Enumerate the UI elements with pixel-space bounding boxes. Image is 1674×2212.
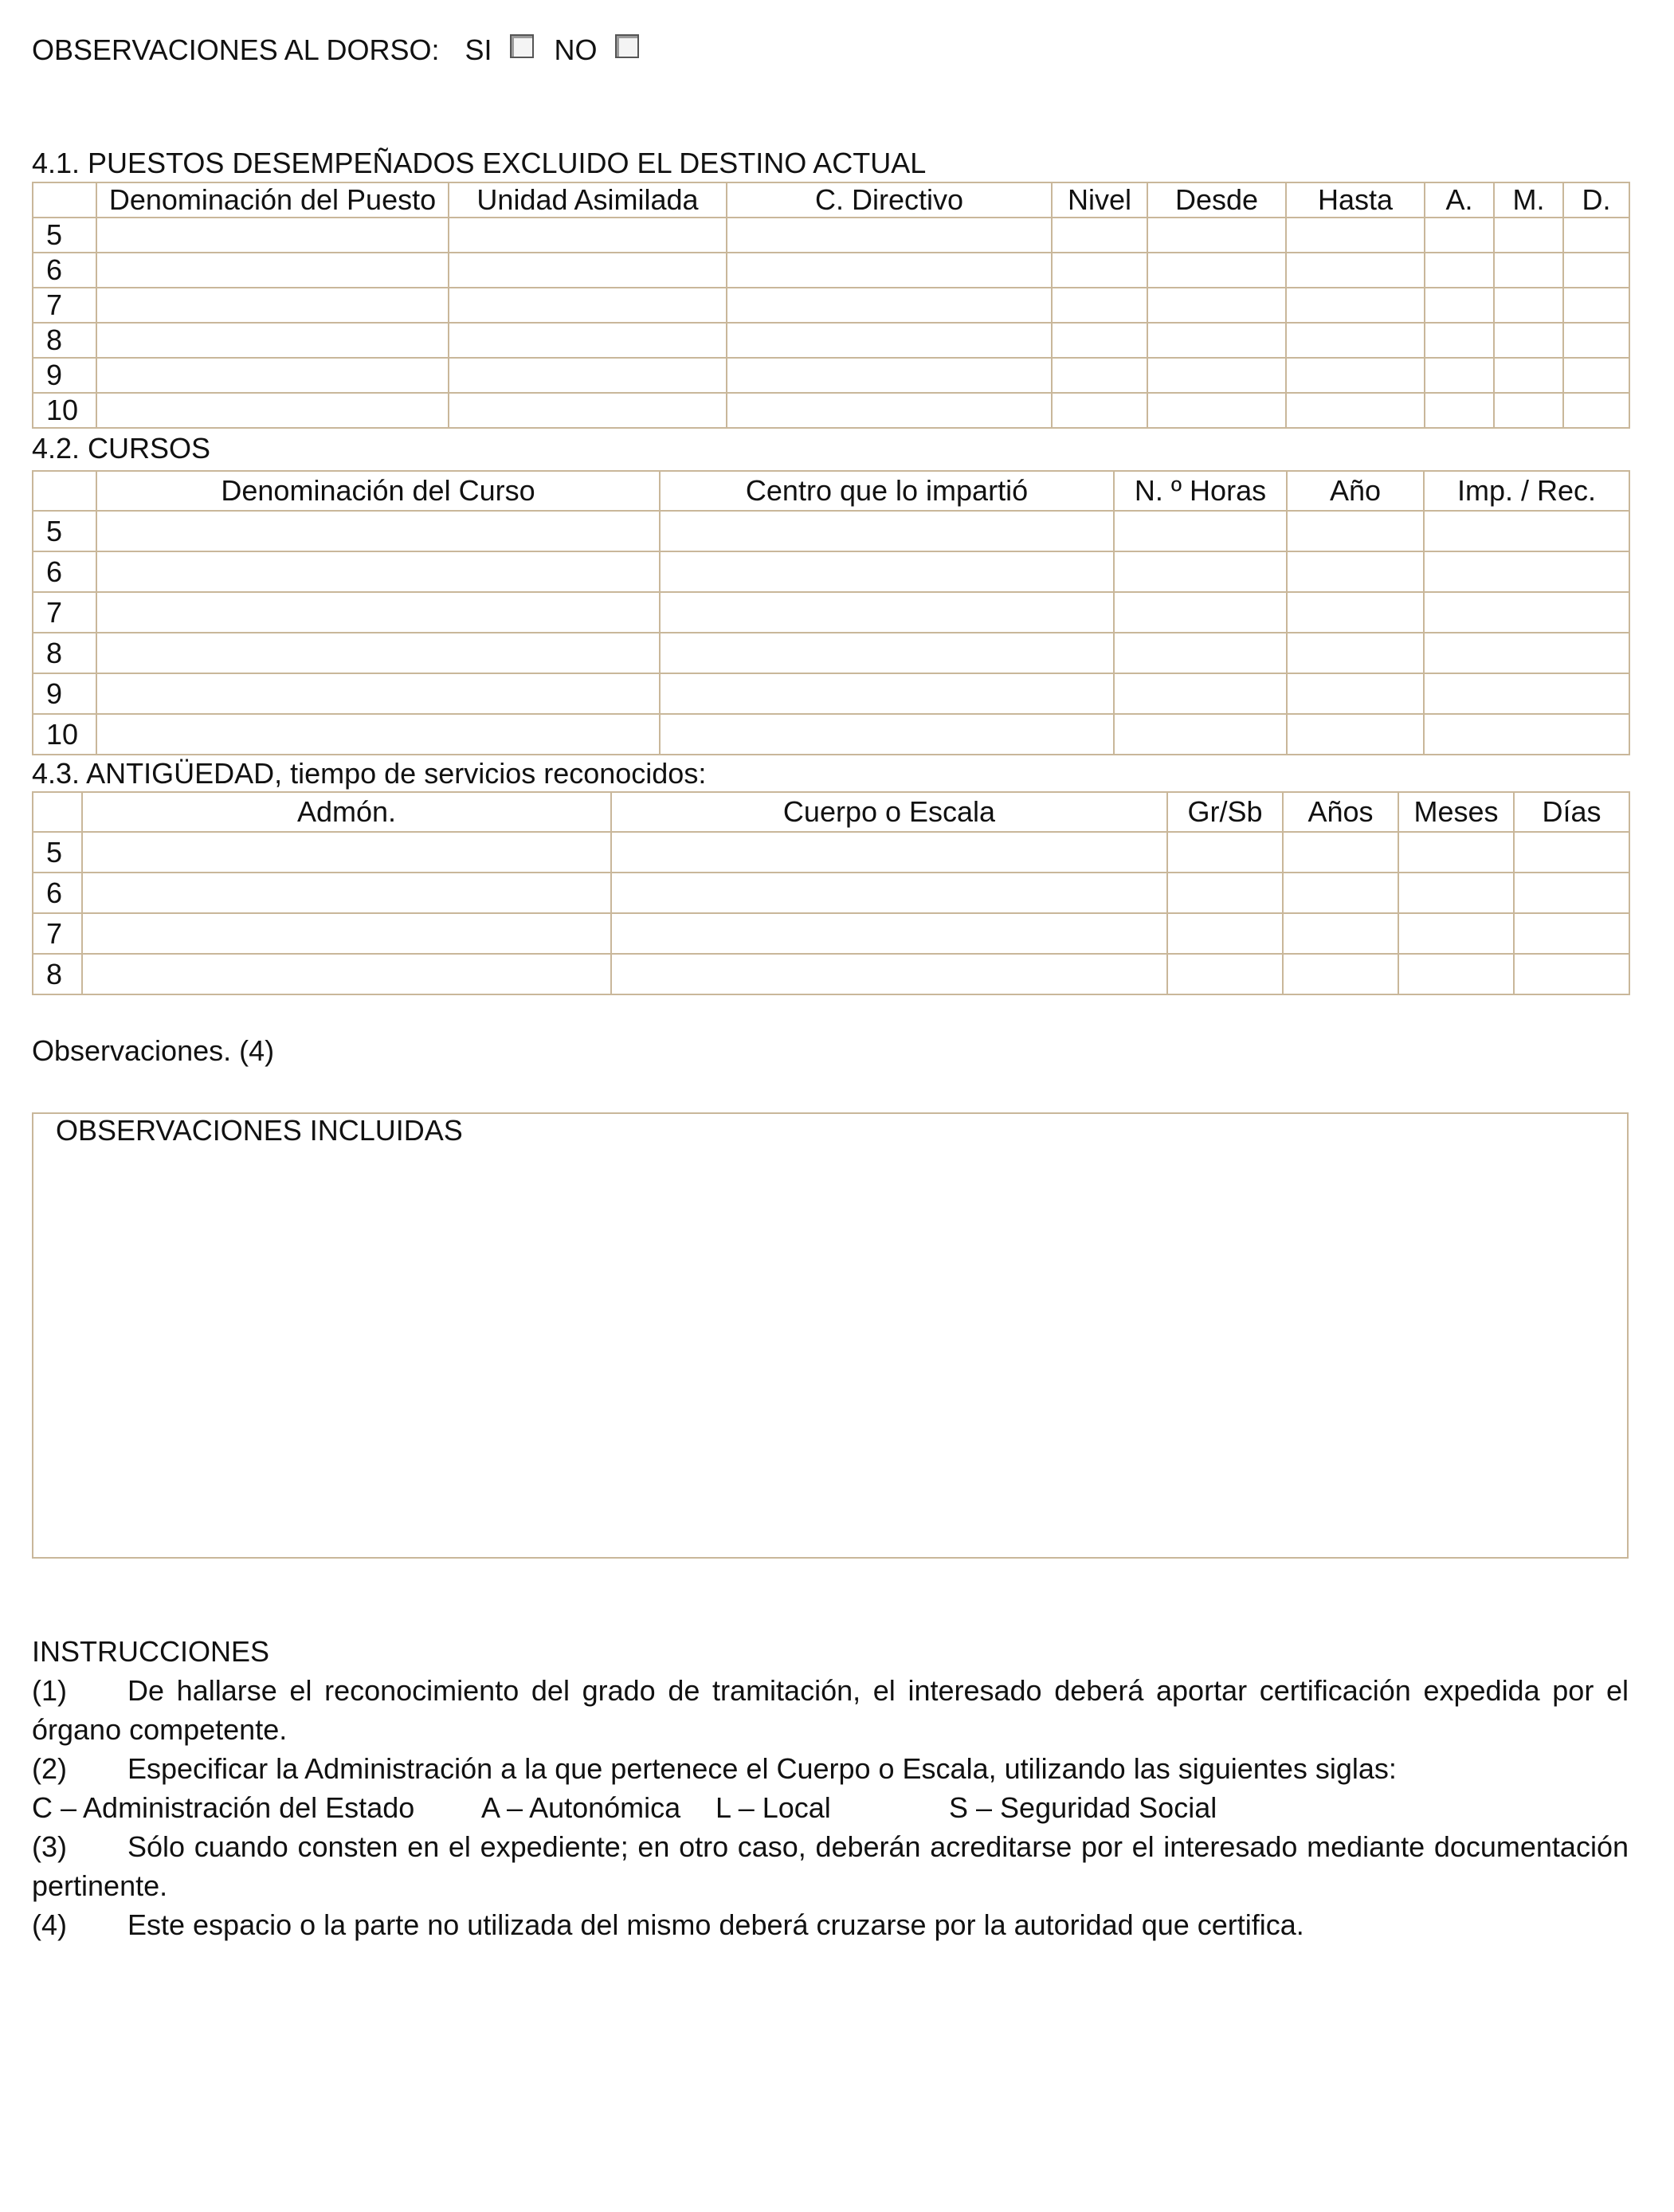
- puestos-body: [33, 218, 1629, 428]
- table-row: [33, 393, 1629, 428]
- antiguedad-cell[interactable]: [1514, 913, 1629, 954]
- instruccion-2-text: Especificar la Administración a la que pertenece el Cuerpo o Escala, utilizando las siguientes siglas:: [127, 1752, 1397, 1785]
- puestos-col-header: Denominación del Puesto: [96, 182, 449, 218]
- antiguedad-col-header: Cuerpo o Escala: [611, 792, 1167, 832]
- puestos-cell[interactable]: [727, 288, 1052, 323]
- puestos-cell[interactable]: [1494, 393, 1563, 428]
- puestos-cell[interactable]: [1052, 358, 1147, 393]
- cursos-body: [33, 511, 1629, 755]
- table-row: [33, 714, 1629, 755]
- antiguedad-row-number: 5: [33, 832, 82, 873]
- antiguedad-cell[interactable]: [1514, 873, 1629, 913]
- puestos-cell[interactable]: [1052, 253, 1147, 288]
- cursos-col-header: Denominación del Curso: [96, 471, 660, 511]
- sigla-local: L – Local: [715, 1791, 831, 1824]
- table-row: [33, 511, 1629, 551]
- antiguedad-cell[interactable]: [1167, 913, 1283, 954]
- cursos-cell[interactable]: [660, 714, 1114, 755]
- antiguedad-row-number: 6: [33, 873, 82, 913]
- antiguedad-cell[interactable]: [1514, 832, 1629, 873]
- cursos-cell[interactable]: [1424, 714, 1629, 755]
- puestos-cell[interactable]: [1052, 323, 1147, 358]
- antiguedad-row-number: 7: [33, 913, 82, 954]
- antiguedad-cell[interactable]: [1283, 913, 1398, 954]
- antiguedad-cell[interactable]: [1398, 954, 1514, 994]
- puestos-col-header: Unidad Asimilada: [449, 182, 727, 218]
- puestos-cell[interactable]: [1147, 393, 1286, 428]
- instruccion-4: [32, 1905, 1629, 1944]
- table-row: [33, 954, 1629, 994]
- cursos-cell[interactable]: [96, 633, 660, 673]
- antiguedad-cell[interactable]: [1167, 832, 1283, 873]
- cursos-row-number: 7: [33, 592, 96, 633]
- puestos-cell[interactable]: [449, 323, 727, 358]
- puestos-cell[interactable]: [1425, 288, 1494, 323]
- instrucciones-title: INSTRUCCIONES: [32, 1635, 270, 1668]
- puestos-cell[interactable]: [1563, 253, 1629, 288]
- puestos-col-header: Hasta: [1286, 182, 1425, 218]
- cursos-title: 4.2. CURSOS: [32, 432, 211, 465]
- puestos-cell[interactable]: [1052, 288, 1147, 323]
- cursos-cell[interactable]: [1424, 511, 1629, 551]
- instruccion-3-num: (3): [32, 1830, 67, 1863]
- antiguedad-cell[interactable]: [82, 913, 611, 954]
- puestos-cell[interactable]: [727, 218, 1052, 253]
- cursos-cell[interactable]: [96, 511, 660, 551]
- puestos-row-number: 6: [33, 253, 96, 288]
- puestos-cell[interactable]: [1052, 393, 1147, 428]
- puestos-header-row: [33, 182, 1629, 218]
- puestos-cell[interactable]: [96, 218, 449, 253]
- cursos-cell[interactable]: [1287, 633, 1424, 673]
- puestos-col-header: [33, 182, 96, 218]
- no-checkbox[interactable]: [615, 34, 639, 58]
- puestos-cell[interactable]: [727, 393, 1052, 428]
- cursos-cell[interactable]: [1424, 592, 1629, 633]
- puestos-cell[interactable]: [96, 253, 449, 288]
- cursos-cell[interactable]: [660, 511, 1114, 551]
- puestos-cell[interactable]: [727, 253, 1052, 288]
- puestos-col-header: Nivel: [1052, 182, 1147, 218]
- puestos-row-number: 10: [33, 393, 96, 428]
- cursos-row-number: 6: [33, 551, 96, 592]
- puestos-cell[interactable]: [1494, 323, 1563, 358]
- puestos-cell[interactable]: [449, 218, 727, 253]
- dorso-observations-row: [32, 30, 660, 70]
- cursos-cell[interactable]: [1114, 551, 1287, 592]
- siglas-row: [32, 1788, 1629, 1827]
- cursos-cell[interactable]: [1287, 714, 1424, 755]
- antiguedad-cell[interactable]: [1514, 954, 1629, 994]
- dorso-label: OBSERVACIONES AL DORSO:: [32, 33, 440, 66]
- antiguedad-col-header: Meses: [1398, 792, 1514, 832]
- table-row: [33, 551, 1629, 592]
- puestos-cell[interactable]: [449, 253, 727, 288]
- cursos-table: [32, 470, 1630, 755]
- no-label: NO: [554, 33, 598, 66]
- antiguedad-cell[interactable]: [1167, 954, 1283, 994]
- puestos-cell[interactable]: [1425, 323, 1494, 358]
- instruccion-1: [32, 1671, 1629, 1749]
- puestos-cell[interactable]: [1563, 288, 1629, 323]
- observaciones-label: Observaciones. (4): [32, 1034, 275, 1067]
- antiguedad-cell[interactable]: [1283, 873, 1398, 913]
- antiguedad-table: [32, 791, 1630, 995]
- puestos-title: 4.1. PUESTOS DESEMPEÑADOS EXCLUIDO EL DESTINO ACTUAL: [32, 147, 927, 179]
- puestos-cell[interactable]: [1147, 323, 1286, 358]
- puestos-cell[interactable]: [449, 358, 727, 393]
- puestos-cell[interactable]: [1425, 253, 1494, 288]
- puestos-row-number: 8: [33, 323, 96, 358]
- cursos-cell[interactable]: [1114, 592, 1287, 633]
- puestos-cell[interactable]: [1563, 393, 1629, 428]
- antiguedad-cell[interactable]: [611, 954, 1167, 994]
- puestos-cell[interactable]: [96, 288, 449, 323]
- cursos-cell[interactable]: [1114, 511, 1287, 551]
- puestos-col-header: A.: [1425, 182, 1494, 218]
- puestos-cell[interactable]: [1147, 358, 1286, 393]
- puestos-cell[interactable]: [96, 358, 449, 393]
- antiguedad-col-header: [33, 792, 82, 832]
- instruccion-1-num: (1): [32, 1674, 67, 1707]
- puestos-cell[interactable]: [1147, 218, 1286, 253]
- instruccion-2-num: (2): [32, 1752, 67, 1785]
- sigla-estado: C – Administración del Estado: [32, 1791, 415, 1824]
- puestos-cell[interactable]: [1286, 218, 1425, 253]
- puestos-cell[interactable]: [1425, 393, 1494, 428]
- puestos-cell[interactable]: [727, 323, 1052, 358]
- cursos-cell[interactable]: [1114, 673, 1287, 714]
- puestos-row-number: 7: [33, 288, 96, 323]
- table-row: [33, 673, 1629, 714]
- antiguedad-row-number: 8: [33, 954, 82, 994]
- antiguedad-col-header: Admón.: [82, 792, 611, 832]
- cursos-cell[interactable]: [1287, 511, 1424, 551]
- cursos-col-header: N. º Horas: [1114, 471, 1287, 511]
- puestos-cell[interactable]: [1494, 358, 1563, 393]
- si-label: SI: [465, 33, 492, 66]
- puestos-cell[interactable]: [1286, 358, 1425, 393]
- antiguedad-cell[interactable]: [611, 873, 1167, 913]
- puestos-cell[interactable]: [1425, 218, 1494, 253]
- antiguedad-title: 4.3. ANTIGÜEDAD, tiempo de servicios reconocidos:: [32, 757, 707, 790]
- cursos-col-header: Centro que lo impartió: [660, 471, 1114, 511]
- cursos-cell[interactable]: [96, 551, 660, 592]
- table-row: [33, 218, 1629, 253]
- cursos-col-header: [33, 471, 96, 511]
- antiguedad-cell[interactable]: [1167, 873, 1283, 913]
- antiguedad-cell[interactable]: [1398, 832, 1514, 873]
- puestos-cell[interactable]: [1286, 288, 1425, 323]
- puestos-cell[interactable]: [1286, 393, 1425, 428]
- puestos-cell[interactable]: [1425, 358, 1494, 393]
- puestos-cell[interactable]: [1147, 253, 1286, 288]
- cursos-cell[interactable]: [1287, 592, 1424, 633]
- table-row: [33, 323, 1629, 358]
- puestos-cell[interactable]: [1286, 253, 1425, 288]
- cursos-cell[interactable]: [96, 714, 660, 755]
- puestos-row-number: 9: [33, 358, 96, 393]
- table-row: [33, 253, 1629, 288]
- antiguedad-cell[interactable]: [611, 913, 1167, 954]
- cursos-cell[interactable]: [1424, 551, 1629, 592]
- antiguedad-cell[interactable]: [1398, 873, 1514, 913]
- cursos-cell[interactable]: [96, 673, 660, 714]
- antiguedad-header-row: [33, 792, 1629, 832]
- antiguedad-cell[interactable]: [82, 832, 611, 873]
- table-row: [33, 358, 1629, 393]
- puestos-col-header: M.: [1494, 182, 1563, 218]
- puestos-cell[interactable]: [1494, 218, 1563, 253]
- instruccion-2: [32, 1749, 1629, 1788]
- cursos-cell[interactable]: [660, 592, 1114, 633]
- cursos-cell[interactable]: [1287, 551, 1424, 592]
- puestos-cell[interactable]: [96, 323, 449, 358]
- cursos-header-row: [33, 471, 1629, 511]
- table-row: [33, 832, 1629, 873]
- puestos-cell[interactable]: [449, 393, 727, 428]
- sigla-autonomica: A – Autonómica: [481, 1791, 681, 1824]
- puestos-col-header: C. Directivo: [727, 182, 1052, 218]
- antiguedad-body: [33, 832, 1629, 994]
- cursos-cell[interactable]: [1424, 633, 1629, 673]
- cursos-cell[interactable]: [660, 673, 1114, 714]
- cursos-cell[interactable]: [96, 592, 660, 633]
- cursos-row-number: 9: [33, 673, 96, 714]
- si-checkbox[interactable]: [510, 34, 534, 58]
- antiguedad-cell[interactable]: [1283, 832, 1398, 873]
- cursos-row-number: 8: [33, 633, 96, 673]
- observaciones-box[interactable]: [32, 1112, 1629, 1559]
- cursos-cell[interactable]: [1287, 673, 1424, 714]
- puestos-cell[interactable]: [449, 288, 727, 323]
- antiguedad-cell[interactable]: [82, 873, 611, 913]
- puestos-cell[interactable]: [1563, 323, 1629, 358]
- puestos-cell[interactable]: [96, 393, 449, 428]
- puestos-cell[interactable]: [727, 358, 1052, 393]
- antiguedad-cell[interactable]: [611, 832, 1167, 873]
- puestos-cell[interactable]: [1563, 218, 1629, 253]
- puestos-cell[interactable]: [1563, 358, 1629, 393]
- antiguedad-col-header: Años: [1283, 792, 1398, 832]
- antiguedad-col-header: Gr/Sb: [1167, 792, 1283, 832]
- cursos-col-header: Año: [1287, 471, 1424, 511]
- puestos-cell[interactable]: [1147, 288, 1286, 323]
- instruccion-3: [32, 1827, 1629, 1905]
- observaciones-box-text: OBSERVACIONES INCLUIDAS: [56, 1114, 463, 1147]
- cursos-col-header: Imp. / Rec.: [1424, 471, 1629, 511]
- cursos-cell[interactable]: [660, 633, 1114, 673]
- puestos-col-header: Desde: [1147, 182, 1286, 218]
- puestos-cell[interactable]: [1286, 323, 1425, 358]
- puestos-table: [32, 182, 1630, 429]
- antiguedad-cell[interactable]: [82, 954, 611, 994]
- cursos-row-number: 10: [33, 714, 96, 755]
- instruccion-4-text: Este espacio o la parte no utilizada del mismo deberá cruzarse por la autoridad que certifica.: [127, 1908, 1304, 1941]
- instruccion-4-num: (4): [32, 1908, 67, 1941]
- table-row: [33, 288, 1629, 323]
- cursos-cell[interactable]: [1114, 714, 1287, 755]
- antiguedad-cell[interactable]: [1398, 913, 1514, 954]
- table-row: [33, 873, 1629, 913]
- antiguedad-cell[interactable]: [1283, 954, 1398, 994]
- puestos-cell[interactable]: [1494, 253, 1563, 288]
- table-row: [33, 592, 1629, 633]
- sigla-seguridad-social: S – Seguridad Social: [949, 1791, 1217, 1824]
- puestos-cell[interactable]: [1052, 218, 1147, 253]
- cursos-cell[interactable]: [1114, 633, 1287, 673]
- cursos-cell[interactable]: [1424, 673, 1629, 714]
- cursos-cell[interactable]: [660, 551, 1114, 592]
- instruccion-1-text: De hallarse el reconocimiento del grado de tramitación, el interesado deberá aportar certificación expedida por el órgano competente.: [32, 1674, 1629, 1746]
- puestos-row-number: 5: [33, 218, 96, 253]
- table-row: [33, 913, 1629, 954]
- puestos-cell[interactable]: [1494, 288, 1563, 323]
- instrucciones-section: [32, 1632, 1629, 1944]
- cursos-row-number: 5: [33, 511, 96, 551]
- table-row: [33, 633, 1629, 673]
- puestos-col-header: D.: [1563, 182, 1629, 218]
- instruccion-3-text: Sólo cuando consten en el expediente; en otro caso, deberán acreditarse por el interesado mediante documentación pertinente.: [32, 1830, 1629, 1902]
- antiguedad-col-header: Días: [1514, 792, 1629, 832]
